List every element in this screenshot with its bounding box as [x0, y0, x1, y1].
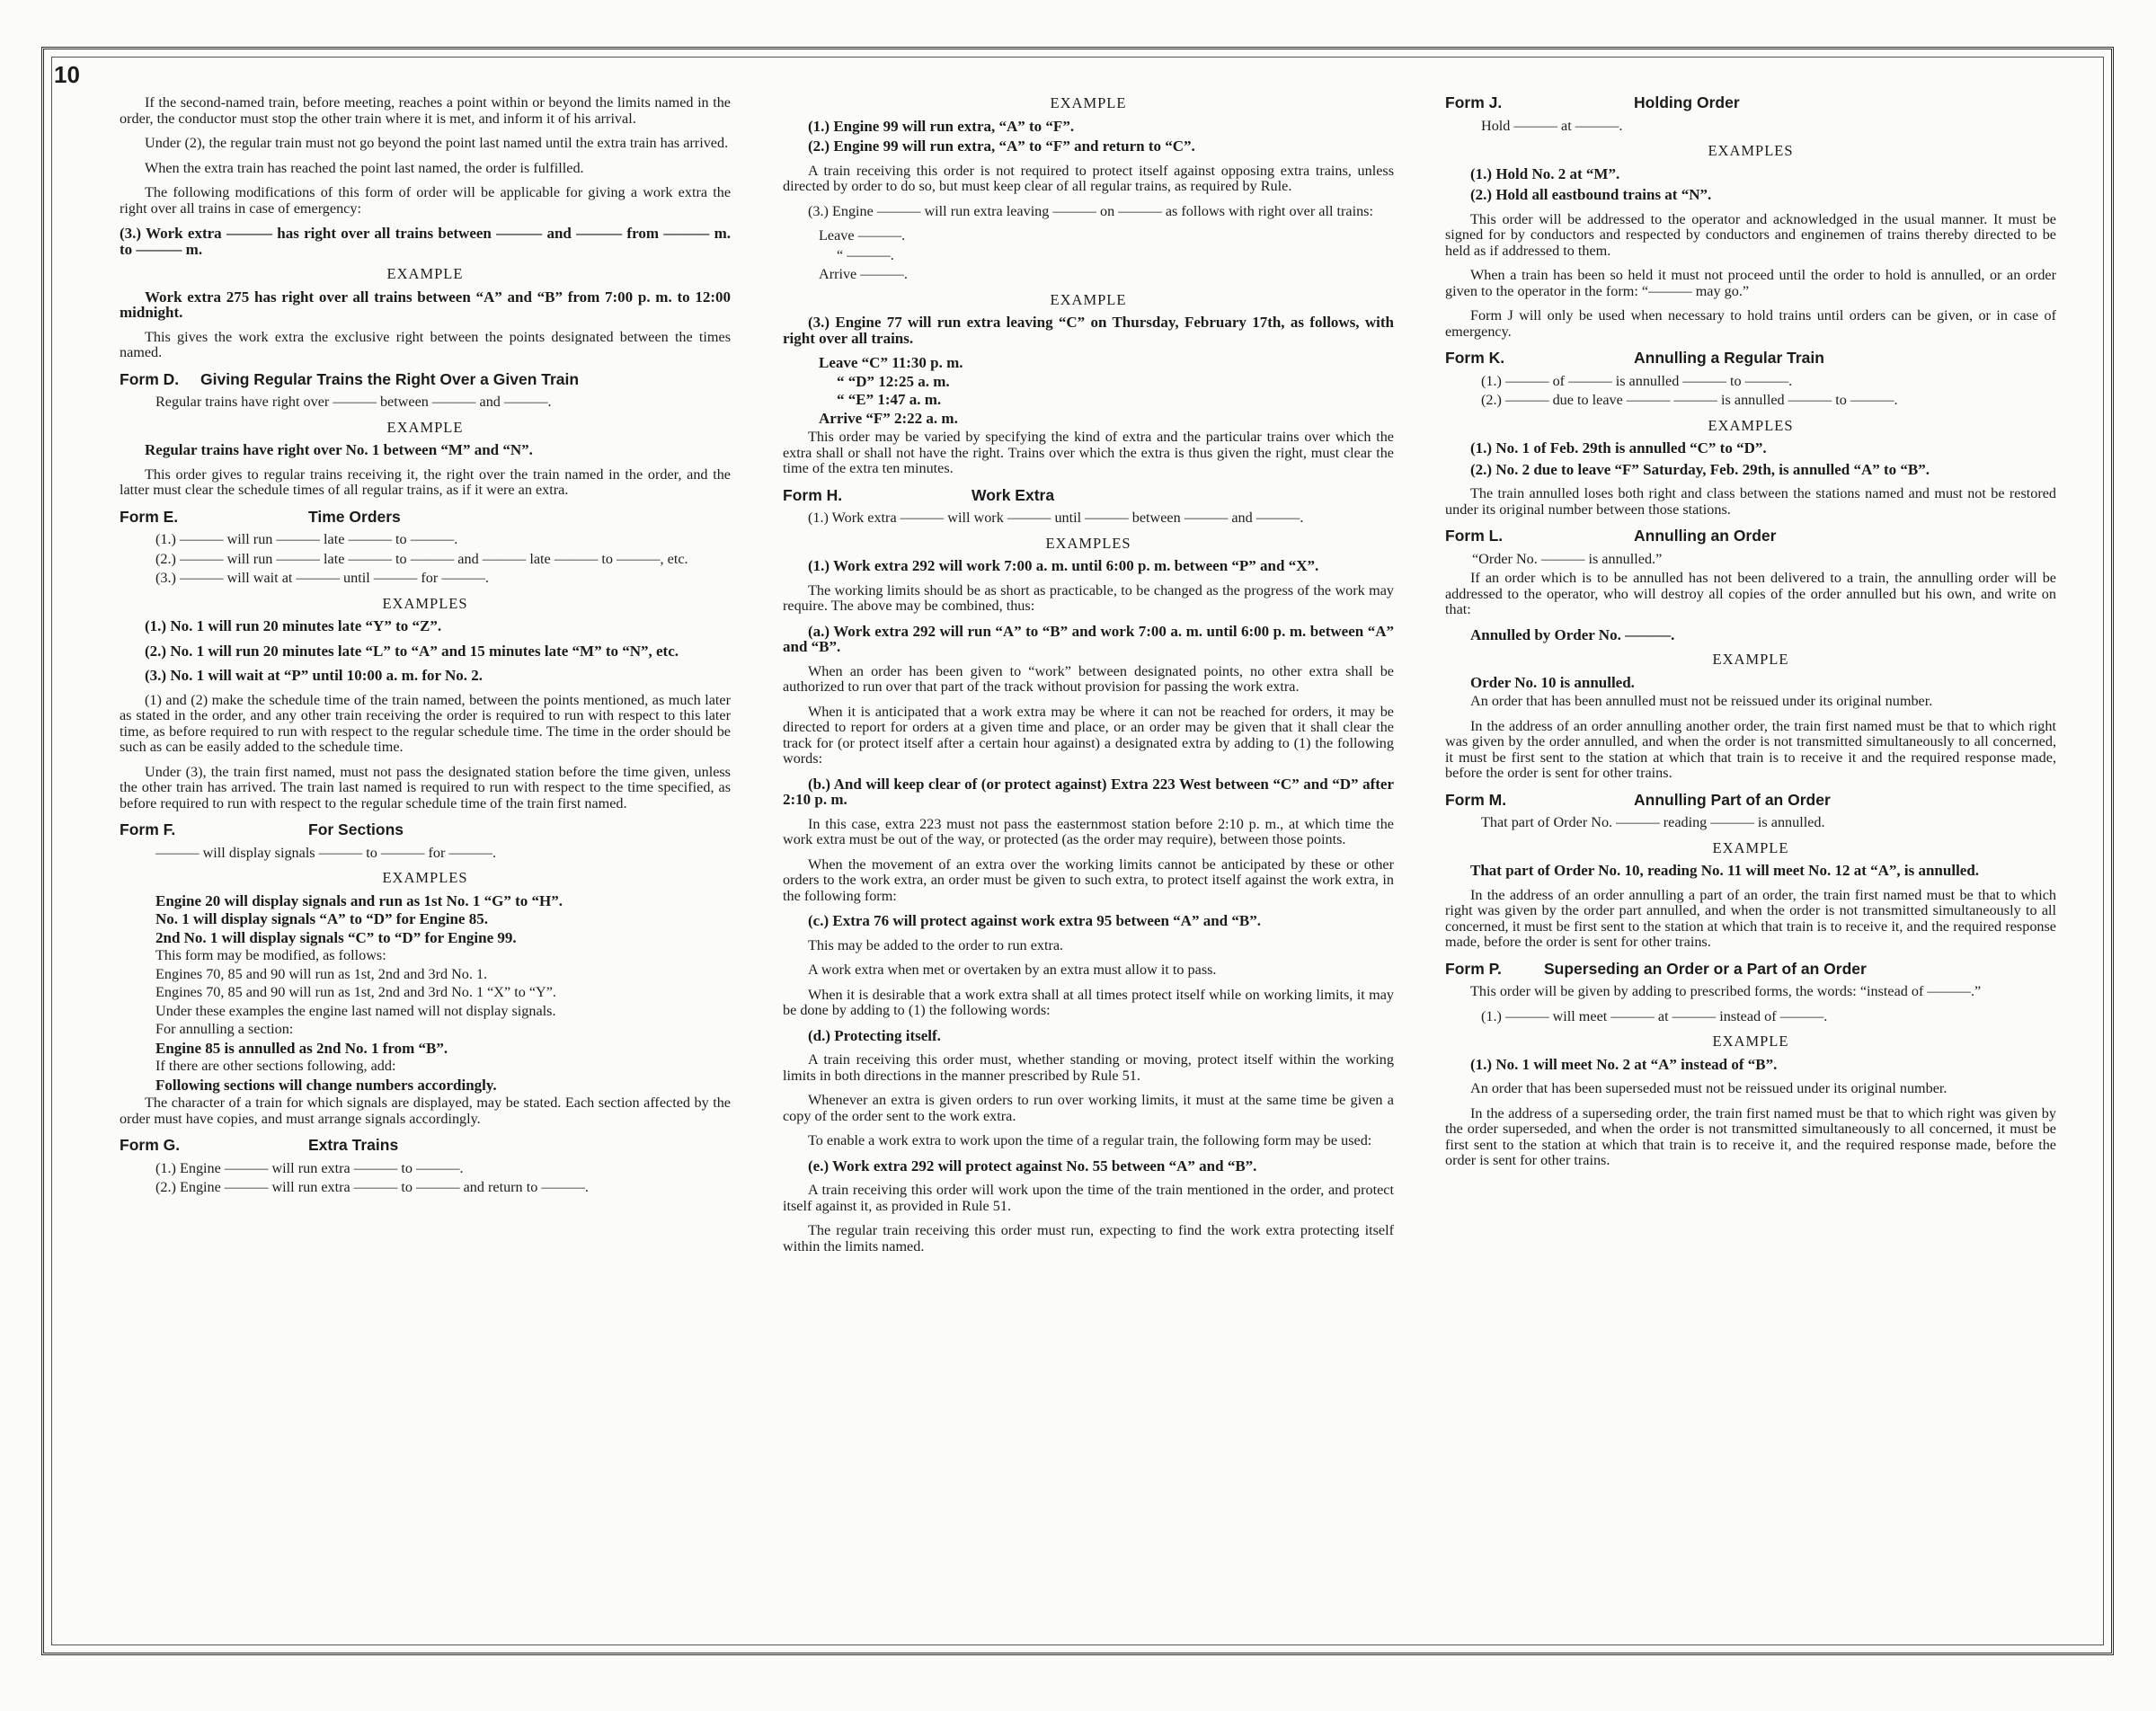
example-heading: EXAMPLE [1712, 838, 1789, 856]
paragraph: The train annulled loses both right and class between the stations named and must not be restored under its original number between those stations. [1445, 485, 2056, 518]
form-label: Form D. [120, 369, 180, 388]
form-title: Holding Order [1634, 93, 1740, 111]
paragraph: Under (2), the regular train must not go beyond the point last named until the extra train has arrived. [145, 135, 729, 151]
example-text: Work extra 275 has right over all trains between “A” and “B” from 7:00 p. m. to 12:00 midnight. [120, 288, 731, 321]
example-heading: EXAMPLE [1712, 1033, 1789, 1050]
example-text: (2.) Hold all eastbound trains at “N”. [1470, 186, 1712, 203]
example-text: (d.) Protecting itself. [808, 1026, 941, 1044]
form-title: Superseding an Order or a Part of an Order [1544, 959, 1867, 978]
example-text: (1.) Hold No. 2 at “M”. [1470, 164, 1620, 182]
form-title: Time Orders [308, 507, 401, 526]
form-template: Hold ——— at ———. [1481, 117, 1623, 134]
paragraph: If there are other sections following, add: [155, 1058, 396, 1074]
form-heading-e [120, 507, 731, 526]
form-label: Form F. [120, 820, 176, 838]
paragraph: (1) and (2) make the schedule time of the train named, between the points mentioned, as much later as stated in the order, and any other train receiving the order is required to run with respect to this later time, as before required to run with respect to the regular schedule time. The time in the order should be such as can be easily added to the schedule time. [120, 691, 731, 755]
form-label: Form L. [1445, 527, 1504, 545]
paragraph: The following modifications of this form of order will be applicable for giving a work extra the right over all trains in case of emergency: [120, 184, 731, 217]
schedule-line: “ “D” 12:25 a. m. [837, 372, 950, 390]
paragraph: For annulling a section: [155, 1021, 294, 1037]
example-text: (a.) Work extra 292 will run “A” to “B” and work 7:00 a. m. until 6:00 p. m. between “A” and “B”. [783, 622, 1394, 655]
paragraph: (3.) Engine ——— will run extra leaving ——— on ——— as follows with right over all trains: [808, 202, 1373, 219]
paragraph: This form may be modified, as follows: [155, 947, 386, 963]
form-template: (1.) Work extra ——— will work ——— until ——— between ——— and ———. [808, 510, 1304, 526]
example-text: (2.) Engine 99 will run extra, “A” to “F” and return to “C”. [808, 137, 1195, 155]
form-label: Form H. [783, 485, 843, 504]
paragraph: An order that has been annulled must not be reissued under its original number. [1470, 693, 1933, 709]
paragraph: When it is anticipated that a work extra may be where it can not be reached for orders, it may be directed to report for orders at a given time and place, or an order may be given that it shall clear the track for (or protect itself after a certain hour against) a designated extra by adding to (1) the following words: [783, 703, 1394, 767]
form-template: “Order No. ——— is annulled.” [1472, 550, 1663, 567]
form-label: Form J. [1445, 93, 1503, 111]
paragraph: Under (3), the train first named, must not pass the designated station before the time given, unless the other train has arrived. The train last named is required to run with respect to the time specified, as before required to run with respect to the regular schedule time of the train first named. [120, 763, 731, 811]
form-template: That part of Order No. ——— reading ——— is annulled. [1481, 814, 1825, 830]
form-heading-p [1445, 959, 2056, 978]
example-text: Engine 85 is annulled as 2nd No. 1 from “B”. [155, 1039, 448, 1057]
schedule-line: Leave “C” 11:30 p. m. [819, 354, 963, 371]
paragraph: A train receiving this order will work upon the time of the train mentioned in the order, and protect itself against it, as provided in Rule 51. [783, 1182, 1394, 1214]
paragraph: In the address of a superseding order, the train first named must be that to which right was given by the order superseded, and when the order is not transmitted simultaneously to all concerned, it must be first sent to the station at which that train is to receive it, and the required response made, before the order is sent for other trains. [1445, 1104, 2056, 1168]
form-title: Work Extra [972, 485, 1055, 504]
form-title: Giving Regular Trains the Right Over a Given Train [200, 369, 580, 388]
paragraph: A train receiving this order must, whether standing or moving, protect itself within the working limits in both directions in the manner prescribed by Rule 51. [783, 1051, 1394, 1084]
example-heading: EXAMPLE [386, 418, 464, 436]
paragraph: This order gives to regular trains receiving it, the right over the train named in the order, and the latter must clear the schedule times of all regular trains, as if it were an extra. [120, 465, 731, 498]
form-heading-k [1445, 350, 2056, 367]
schedule-line: “ “E” 1:47 a. m. [837, 391, 942, 408]
form-heading-d [120, 369, 731, 388]
paragraph: Whenever an extra is given orders to run over working limits, it must at the same time be given a copy of the order sent to the work extra. [783, 1092, 1394, 1124]
paragraph: An order that has been superseded must not be reissued under its original number. [1470, 1080, 1947, 1096]
column-middle [783, 95, 1394, 1263]
example-heading: EXAMPLES [1708, 416, 1794, 434]
paragraph: This gives the work extra the exclusive right between the points designated between the times named. [120, 328, 731, 360]
form-heading-g [120, 1138, 731, 1154]
example-heading: EXAMPLE [386, 265, 464, 282]
form-title: Annulling a Regular Train [1634, 349, 1824, 367]
form-title: Annulling Part of an Order [1634, 790, 1831, 809]
form-title: Annulling an Order [1634, 527, 1777, 545]
example-heading: EXAMPLE [1712, 651, 1789, 668]
form-label: Form K. [1445, 349, 1505, 367]
form-template: Leave ———. [819, 227, 906, 244]
paragraph: In this case, extra 223 must not pass the easternmost station before 2:10 p. m., at which time the work extra must be out of the way, or protected (as the order may require), between those points. [783, 815, 1394, 847]
example-text: Order No. 10 is annulled. [1470, 673, 1635, 691]
paragraph: The regular train receiving this order must run, expecting to find the work extra protecting itself within the limits named. [783, 1222, 1394, 1254]
form-template: (1.) ——— will meet ——— at ——— instead of ———. [1481, 1007, 1828, 1024]
paragraph: In the address of an order annulling another order, the train first named must be that to which right was given by the order annulled, and when the order is not transmitted simultaneously to all concerned, it must be first sent to the station at which that train is to receive it and the required response made, before the order is sent for other trains. [1445, 717, 2056, 781]
paragraph: When an order has been given to “work” between designated points, no other extra shall be authorized to run over that part of the track without provision for passing the work extra. [783, 662, 1394, 695]
form-heading-h [783, 485, 1394, 504]
form-label: Form G. [120, 1136, 181, 1154]
form-template: (1.) ——— of ——— is annulled ——— to ———. [1481, 372, 1793, 389]
example-text: (2.) No. 1 will run 20 minutes late “L” to “A” and 15 minutes late “M” to “N”, etc. [145, 642, 679, 660]
column-right [1445, 95, 2056, 1178]
form-template: (1.) ——— will run ——— late ——— to ———. [155, 531, 458, 547]
example-text: Engines 70, 85 and 90 will run as 1st, 2nd and 3rd No. 1 “X” to “Y”. [155, 984, 556, 1000]
example-text: (1.) No. 1 will meet No. 2 at “A” instead of “B”. [1470, 1055, 1778, 1073]
paragraph: This order will be given by adding to prescribed forms, the words: “instead of ———.” [1470, 983, 1982, 999]
schedule-line: Arrive “F” 2:22 a. m. [819, 409, 958, 427]
form-heading-m [1445, 790, 2056, 809]
example-heading: EXAMPLES [1045, 534, 1131, 552]
form-title: For Sections [308, 820, 404, 838]
form-label: Form M. [1445, 790, 1507, 809]
paragraph: The working limits should be as short as practicable, to be changed as the progress of the work may require. The above may be combined, thus: [783, 581, 1394, 614]
paragraph: This order may be varied by specifying the kind of extra and the particular trains over which the extra shall or shall not have the right. Trains over which the extra is thus given the right, must clear the time of the extra ten minutes. [783, 429, 1394, 476]
form-template: (2.) ——— will run ——— late ——— to ——— and ——— late ——— to ———, etc. [155, 550, 688, 567]
paragraph: When the extra train has reached the point last named, the order is fulfilled. [145, 159, 584, 176]
form-template: (2.) ——— due to leave ——— ——— is annulled ——— to ———. [1481, 392, 1898, 408]
example-heading: EXAMPLE [1050, 290, 1127, 308]
form-template: (3.) ——— will wait at ——— until ——— for ———. [155, 570, 489, 586]
form-template: Regular trains have right over ——— between ——— and ———. [155, 394, 552, 410]
paragraph: This order will be addressed to the operator and acknowledged in the usual manner. It must be signed for by conductors and respected by conductors and enginemen of trains thereby directed to be held as if addressed to them. [1445, 210, 2056, 259]
example-text: (1.) No. 1 will run 20 minutes late “Y” to “Z”. [145, 617, 442, 634]
page-number: 10 [54, 61, 80, 88]
example-heading: EXAMPLES [382, 869, 468, 886]
form-heading-l [1445, 528, 2056, 545]
paragraph: If an order which is to be annulled has not been delivered to a train, the annulling order will be addressed to the operator, who will destroy all copies of the order annulled but his own, and write on that: [1445, 570, 2056, 617]
paragraph: Under these examples the engine last named will not display signals. [155, 1002, 556, 1019]
example-heading: EXAMPLES [1708, 142, 1794, 159]
example-text: Regular trains have right over No. 1 between “M” and “N”. [145, 441, 533, 458]
paragraph: The character of a train for which signals are displayed, may be stated. Each section affected by the order must have copies, and must arrange signals accordingly. [120, 1095, 731, 1127]
paragraph: To enable a work extra to work upon the time of a regular train, the following form may be used: [808, 1132, 1372, 1148]
example-text: That part of Order No. 10, reading No. 11 will meet No. 12 at “A”, is annulled. [1470, 862, 1980, 879]
form-template: (3.) Work extra ——— has right over all trains between ——— and ——— from ——— m. to ——— m. [120, 225, 731, 258]
paragraph: When it is desirable that a work extra shall at all times protect itself while on working limits, it may be done by adding to (1) the following words: [783, 986, 1394, 1018]
example-text: Annulled by Order No. ———. [1470, 625, 1675, 643]
example-text: Engines 70, 85 and 90 will run as 1st, 2nd and 3rd No. 1. [155, 965, 488, 982]
paragraph: Form J will only be used when necessary to hold trains until orders can be given, or in case of emergency. [1445, 307, 2056, 340]
example-text: (c.) Extra 76 will protect against work extra 95 between “A” and “B”. [808, 912, 1261, 929]
paragraph: When a train has been so held it must not proceed until the order to hold is annulled, or an order given to the operator in the form: “——— may go.” [1445, 267, 2056, 299]
form-template: ——— will display signals ——— to ——— for ———. [155, 844, 497, 861]
example-text: (b.) And will keep clear of (or protect against) Extra 223 West between “C” and “D” after 2:10 p. m. [783, 775, 1394, 808]
column-left [120, 95, 731, 1200]
paragraph: A train receiving this order is not required to protect itself against opposing extra trains, unless directed by order to do so, but must keep clear of all regular trains, as required by Rule. [783, 162, 1394, 194]
form-template: “ ———. [837, 246, 894, 263]
example-text: No. 1 will display signals “A” to “D” for Engine 85. [155, 910, 488, 927]
paragraph: When the movement of an extra over the working limits cannot be anticipated by these or other orders to the work extra, an order must be given to such extra, to protect itself against the work extra, in the following form: [783, 856, 1394, 904]
paragraph: In the address of an order annulling a part of an order, the train first named must be that to which right was given by the order part annulled, and when the order is not transmitted simultaneously to all concerned, it must be first sent to the station at which that train is to receive it, and the required response made, before the order is sent for other trains. [1445, 886, 2056, 950]
example-heading: EXAMPLES [382, 594, 468, 612]
example-text: (3.) No. 1 will wait at “P” until 10:00 a. m. for No. 2. [145, 667, 484, 684]
form-template: Arrive ———. [819, 266, 908, 282]
example-text: (3.) Engine 77 will run extra leaving “C” on Thursday, February 17th, as follows, with right over all trains. [783, 314, 1394, 347]
form-template: (2.) Engine ——— will run extra ——— to ——— and return to ———. [155, 1179, 589, 1195]
paragraph: If the second-named train, before meeting, reaches a point within or beyond the limits named in the order, the conductor must stop the other train where it is met, and inform it of his arrival. [120, 94, 731, 127]
example-text: (1.) Work extra 292 will work 7:00 a. m. until 6:00 p. m. between “P” and “X”. [808, 557, 1319, 574]
example-text: (2.) No. 2 due to leave “F” Saturday, Feb. 29th, is annulled “A” to “B”. [1470, 460, 1930, 478]
paragraph: This may be added to the order to run extra. [808, 936, 1064, 953]
example-text: Engine 20 will display signals and run as 1st No. 1 “G” to “H”. [155, 891, 563, 909]
example-heading: EXAMPLE [1050, 94, 1127, 111]
paragraph: A work extra when met or overtaken by an extra must allow it to pass. [808, 962, 1217, 978]
form-label: Form E. [120, 507, 179, 526]
form-heading-j [1445, 95, 2056, 111]
example-text: 2nd No. 1 will display signals “C” to “D” for Engine 99. [155, 928, 517, 946]
form-label: Form P. [1445, 959, 1502, 978]
example-text: (1.) No. 1 of Feb. 29th is annulled “C” to “D”. [1470, 439, 1767, 457]
form-template: (1.) Engine ——— will run extra ——— to ———. [155, 1159, 464, 1176]
form-heading-f [120, 822, 731, 838]
example-text: (e.) Work extra 292 will protect against No. 55 between “A” and “B”. [808, 1157, 1257, 1175]
form-title: Extra Trains [308, 1136, 399, 1154]
example-text: (1.) Engine 99 will run extra, “A” to “F”. [808, 117, 1075, 135]
example-text: Following sections will change numbers accordingly. [155, 1076, 497, 1094]
